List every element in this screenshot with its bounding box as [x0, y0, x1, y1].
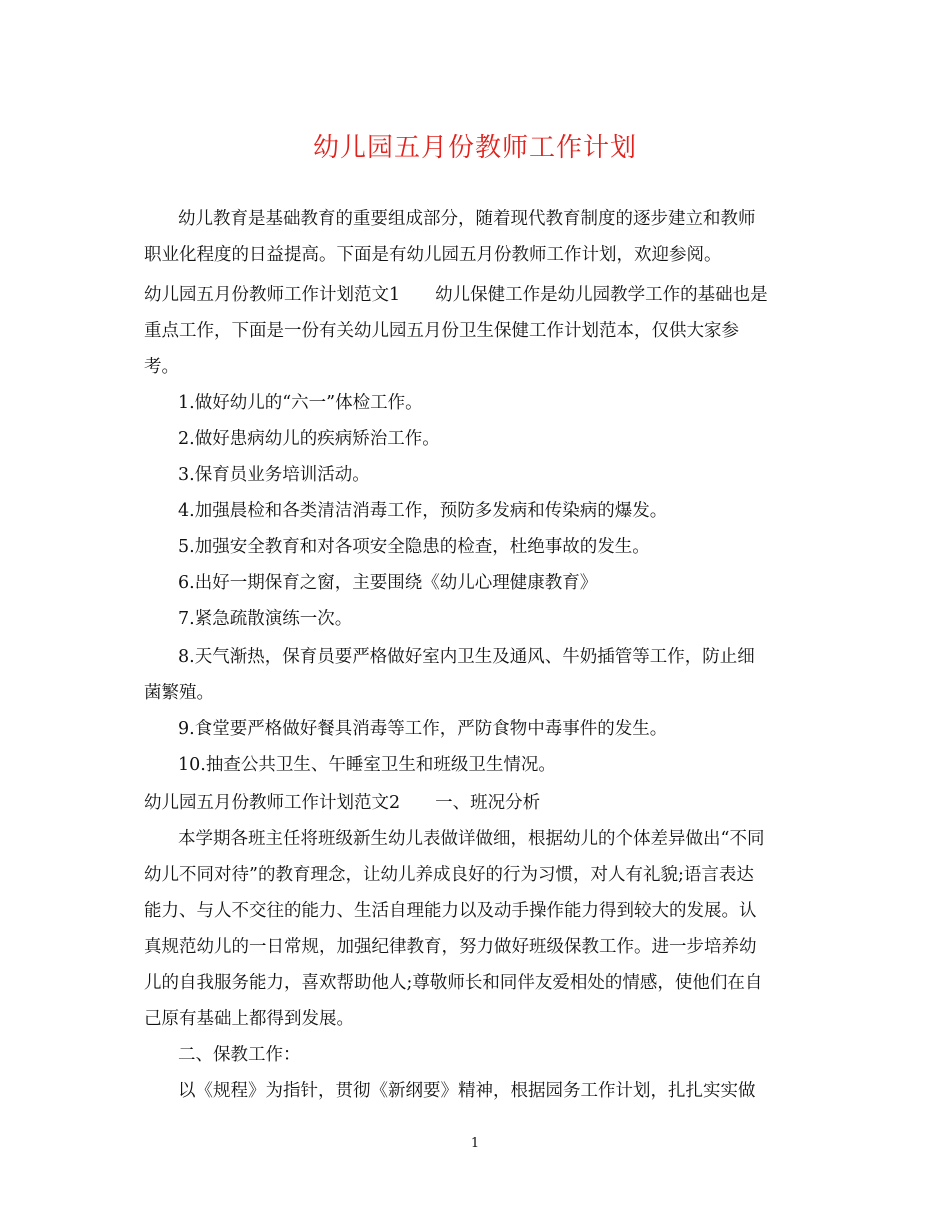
- list-item: 6.出好一期保育之窗，主要围绕《幼儿心理健康教育》: [178, 573, 598, 593]
- section-heading: 二、保教工作：: [178, 1045, 301, 1065]
- paragraph-line: 以《规程》为指针，贯彻《新纲要》精神，根据园务工作计划，扎扎实实做: [178, 1081, 756, 1101]
- list-item: 9.食堂要严格做好餐具消毒等工作，严防食物中毒事件的发生。: [178, 719, 668, 739]
- paragraph-line: 真规范幼儿的一日常规，加强纪律教育，努力做好班级保教工作。进一步培养幼: [144, 937, 757, 957]
- paragraph-line: 幼儿不同对待”的教育理念，让幼儿养成良好的行为习惯，对人有礼貌;语言表达: [144, 865, 754, 885]
- paragraph-line: 幼儿园五月份教师工作计划范文2 一、班况分析: [144, 793, 541, 813]
- paragraph-line: 幼儿教育是基础教育的重要组成部分，随着现代教育制度的逐步建立和教师: [178, 209, 756, 229]
- paragraph-line: 职业化程度的日益提高。下面是有幼儿园五月份教师工作计划，欢迎参阅。: [144, 245, 722, 265]
- paragraph-line: 儿的自我服务能力，喜欢帮助他人;尊敬师长和同伴友爱相处的情感，使他们在自: [144, 973, 763, 993]
- page-number: 1: [470, 1136, 480, 1151]
- list-item: 2.做好患病幼儿的疾病矫治工作。: [178, 429, 440, 449]
- paragraph-line: 本学期各班主任将班级新生幼儿表做详做细，根据幼儿的个体差异做出“不同: [178, 829, 765, 849]
- document-title: 幼儿园五月份教师工作计划: [312, 133, 637, 163]
- list-item: 1.做好幼儿的“六一”体检工作。: [178, 393, 423, 413]
- paragraph-line: 幼儿园五月份教师工作计划范文1 幼儿保健工作是幼儿园教学工作的基础也是: [144, 285, 768, 305]
- list-item: 4.加强晨检和各类清洁消毒工作，预防多发病和传染病的爆发。: [178, 501, 668, 521]
- list-item: 8.天气渐热，保育员要严格做好室内卫生及通风、牛奶插管等工作，防止细: [178, 647, 755, 667]
- paragraph-line: 己原有基础上都得到发展。: [144, 1009, 354, 1029]
- list-item: 5.加强安全教育和对各项安全隐患的检查，杜绝事故的发生。: [178, 537, 650, 557]
- paragraph-line: 重点工作，下面是一份有关幼儿园五月份卫生保健工作计划范本，仅供大家参: [144, 321, 739, 341]
- list-item: 3.保育员业务培训活动。: [178, 465, 370, 485]
- list-item: 10.抽查公共卫生、午睡室卫生和班级卫生情况。: [178, 755, 556, 775]
- paragraph-line: 能力、与人不交往的能力、生活自理能力以及动手操作能力得到较大的发展。认: [144, 901, 757, 921]
- list-item: 7.紧急疏散演练一次。: [178, 609, 353, 629]
- paragraph-line: 考。: [144, 357, 179, 377]
- list-item-continuation: 菌繁殖。: [144, 683, 214, 703]
